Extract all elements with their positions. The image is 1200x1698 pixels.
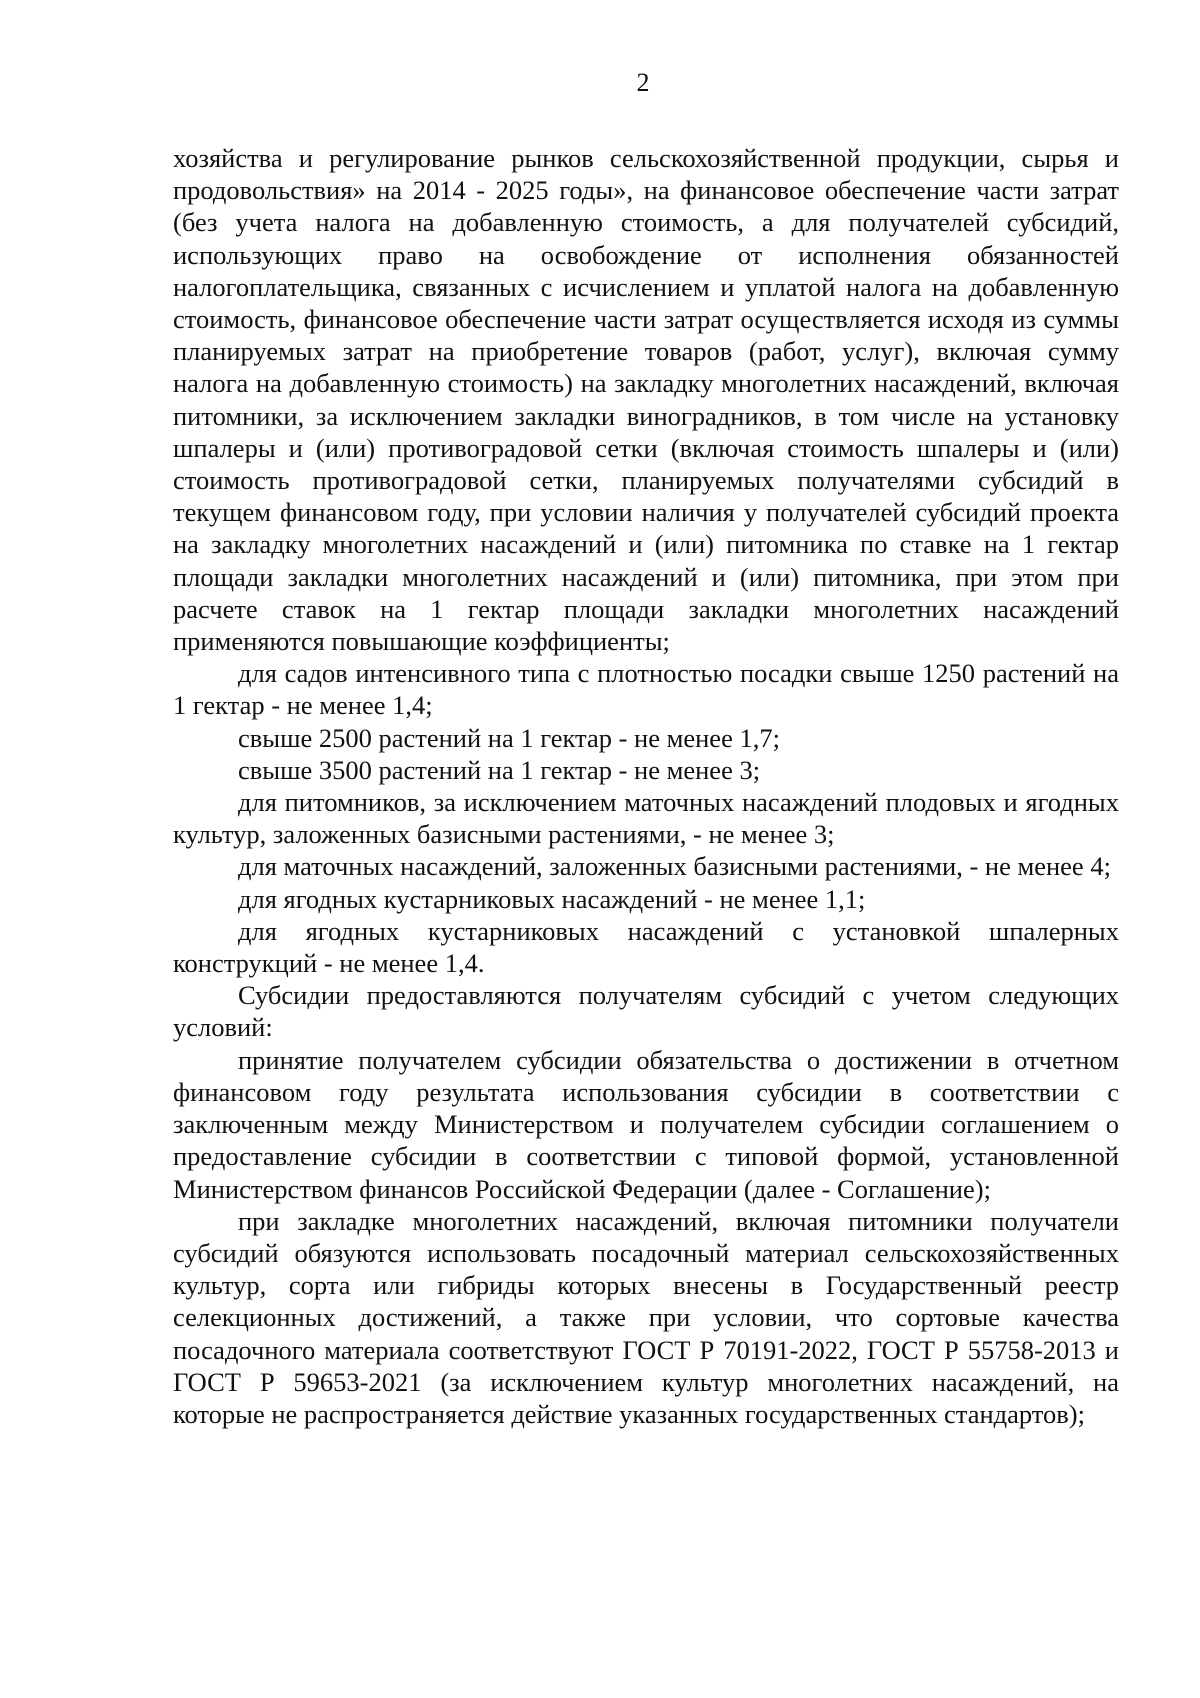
paragraph-over-2500: свыше 2500 растений на 1 гектар - не менее 1,7; (238, 722, 780, 753)
paragraph-nurseries: для питомников, за исключением маточных насаждений плодовых и ягодных культур, заложенных базисными растениями, - не менее 3; (173, 787, 1119, 850)
document-body (173, 142, 1119, 1430)
paragraph-mother-plantings: для маточных насаждений, заложенных базисными растениями, - не менее 4; (238, 851, 1111, 882)
paragraph-conditions-intro: Субсидии предоставляются получателям субсидий с учетом следующих условий: (173, 980, 1119, 1043)
paragraph-obligation: принятие получателем субсидии обязательства о достижении в отчетном финансовом году результата использования субсидии в соответствии с заключенным между Министерством и получателем субсидии соглашением о предоставление субсидии в соответствии с типовой формой, установленной Министерством финансов Российской Федерации (далее - Соглашение); (173, 1044, 1119, 1204)
paragraph-berry-shrubs: для ягодных кустарниковых насаждений - не менее 1,1; (238, 883, 866, 914)
page-number: 2 (636, 68, 650, 97)
paragraph-subsidy-purpose: хозяйства и регулирование рынков сельскохозяйственной продукции, сырья и продовольствия» на 2014 - 2025 годы», на финансовое обеспечение части затрат (без учета налога на добавленную стоимость, а для получателей субсидий, использующих право на освобождение от исполнения обязанностей налогоплательщика, связанных с исчислением и уплатой налога на добавленную стоимость, финансовое обеспечение части затрат осуществляется исходя из суммы планируемых затрат на приобретение товаров (работ, услуг), включая сумму налога на добавленную стоимость) на закладку многолетних насаждений, включая питомники, за исключением закладки виноградников, в том числе на установку шпалеры и (или) противоградовой сетки (включая стоимость шпалеры и (или) стоимость противоградовой сетки, планируемых получателями субсидий в текущем финансовом году, при условии наличия у получателей субсидий проекта на закладку многолетних насаждений и (или) питомника по ставке на 1 гектар площади закладки многолетних насаждений и (или) питомника, при этом при расчете ставок на 1 гектар площади закладки многолетних насаждений применяются повышающие коэффициенты; (173, 143, 1119, 657)
paragraph-over-3500: свыше 3500 растений на 1 гектар - не менее 3; (238, 754, 761, 785)
paragraph-planting-material: при закладке многолетних насаждений, включая питомники получатели субсидий обязуются использовать посадочный материал сельскохозяйственных культур, сорта или гибриды которых внесены в Государственный реестр селекционных достижений, а также при условии, что сортовые качества посадочного материала соответствуют ГОСТ Р 70191-2022, ГОСТ Р 55758-2013 и ГОСТ Р 59653-2021 (за исключением культур многолетних насаждений, на которые не распространяется действие указанных государственных стандартов); (173, 1205, 1119, 1429)
paragraph-berry-shrubs-trellis: для ягодных кустарниковых насаждений с установкой шпалерных конструкций - не менее 1,4. (173, 915, 1119, 979)
paragraph-intensive-gardens: для садов интенсивного типа с плотностью посадки свыше 1250 растений на 1 гектар - не менее 1,4; (173, 658, 1119, 721)
